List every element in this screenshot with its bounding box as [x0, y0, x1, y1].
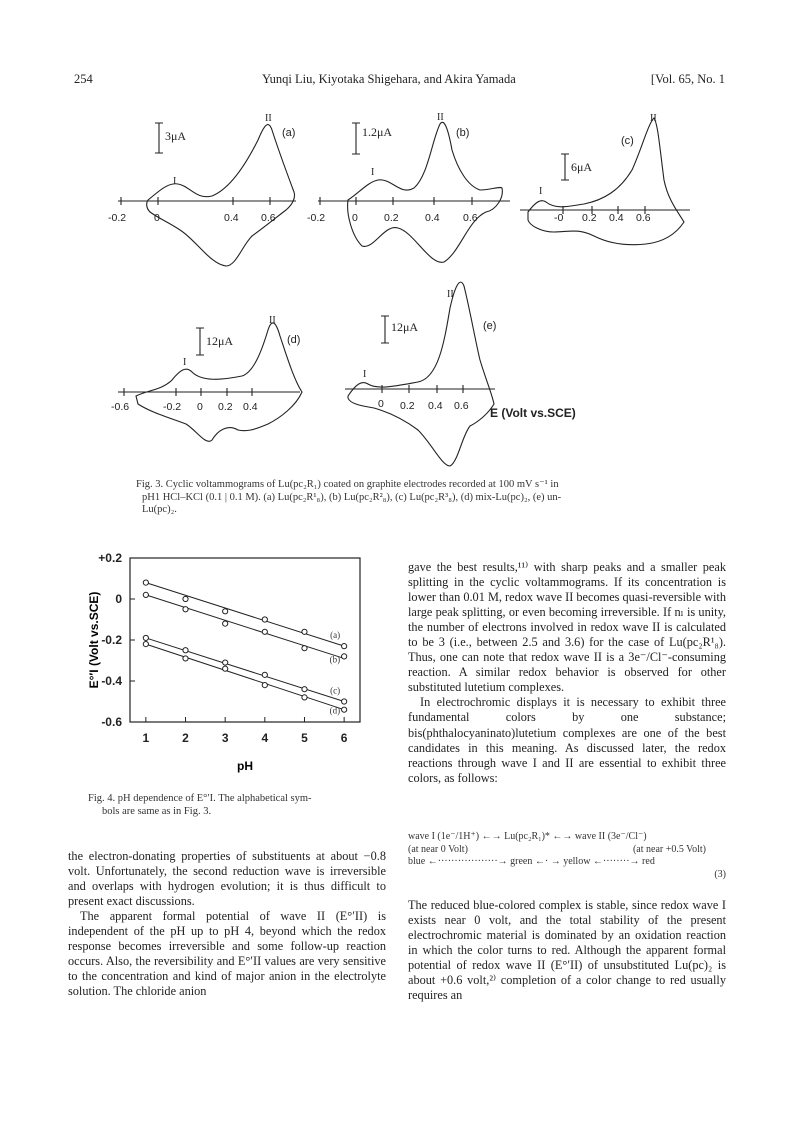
tick-d-0: -0.6 — [111, 401, 130, 413]
scale-label-c: 6μA — [571, 160, 593, 174]
data-point — [143, 592, 148, 597]
x-tick-label: 3 — [221, 731, 229, 745]
tick-a-1: 0 — [154, 212, 160, 224]
series-label: (b) — [329, 654, 341, 665]
data-point — [223, 609, 228, 614]
panel-label-d: (d) — [287, 334, 301, 346]
scheme-line: wave I (1e⁻/1H⁺) ←→ Lu(pc₂R₁)* ←→ wave II (3e⁻/Cl⁻) — [408, 831, 647, 842]
data-point — [302, 687, 307, 692]
wave1-label-c: I — [539, 186, 543, 197]
figure-4-caption — [88, 793, 368, 818]
wave1-label-e: I — [363, 369, 367, 380]
data-point — [183, 656, 188, 661]
series-label: (d) — [329, 705, 341, 716]
cv-panel-b — [318, 122, 510, 262]
wave1-label-a: I — [173, 176, 177, 187]
data-point — [183, 648, 188, 653]
data-point — [223, 666, 228, 671]
x-tick-label: 5 — [301, 731, 308, 745]
data-point — [143, 580, 148, 585]
paragraph: gave the best results,¹¹⁾ with sharp peaks and a smaller peak splitting in the cyclic voltammograms. If its concentration is lower than 0.01 M, redox wave II becomes quasi-reversible with large peak splitting, or even becoming irreversible. If nₗ is unity, the number of electrons involved in redox wave II is calculated to be 3 (i.e., between 2.5 and 3.6) for the case of Lu(pc₂R¹₈). Thus, one can note that redox wave II is a 3e⁻/Cl⁻-consuming reaction. A similar redox behavior is observed for other substituted lutetium complexes. — [408, 560, 726, 695]
tick-b-1: 0 — [352, 212, 358, 224]
paragraph: The apparent formal potential of wave II (E°′II) is independent of the pH up to pH 4, beyond which the redox response becomes irreversible and some follow-up reaction occurs. Also, the reversibility and E°′II values are very sensitive to the concentration and kind of major anion in the electrolyte solution. The chloride anion — [68, 909, 386, 999]
tick-c-1: 0.2 — [582, 212, 597, 224]
x-tick-label: 4 — [261, 731, 269, 745]
running-authors: Yunqi Liu, Kiyotaka Shigehara, and Akira Yamada — [262, 72, 516, 86]
reaction-scheme — [408, 831, 726, 881]
figure-4-caption-line: bols are same as in Fig. 3. — [102, 805, 212, 817]
volume-label: [Vol. 65, No. 1 — [650, 72, 725, 86]
x-tick-label: 2 — [182, 731, 189, 745]
tick-d-1: -0.2 — [163, 401, 182, 413]
data-point — [302, 646, 307, 651]
figure-3-caption-line: Lu(pc)₂. — [142, 504, 177, 515]
panel-label-c: (c) — [621, 135, 634, 147]
tick-b-4: 0.6 — [463, 212, 478, 224]
data-point — [143, 635, 148, 640]
wave2-label-b: II — [437, 112, 444, 123]
y-axis-title: E°′I (Volt vs.SCE) — [87, 591, 101, 689]
tick-b-3: 0.4 — [425, 212, 440, 224]
tick-d-3: 0.2 — [218, 401, 233, 413]
panel-label-a: (a) — [282, 127, 296, 139]
wave2-label-e: II — [447, 289, 454, 300]
tick-d-2: 0 — [197, 401, 203, 413]
figure-3-caption-line: pH1 HCl–KCl (0.1 | 0.1 M). (a) Lu(pc₂R¹₈), (b) Lu(pc₂R²₈), (c) Lu(pc₂R³₈), (d) mix-Lu(pc)₂, (e) un- — [142, 491, 562, 503]
figure-3-caption — [136, 479, 696, 517]
data-point — [183, 596, 188, 601]
left-column — [68, 849, 386, 999]
data-point — [342, 654, 347, 659]
figure-3 — [0, 0, 793, 470]
wave2-label-d: II — [269, 315, 276, 326]
fit-line — [146, 583, 344, 647]
scale-label-e: 12μA — [391, 320, 419, 334]
data-point — [262, 683, 267, 688]
y-tick-label: -0.6 — [101, 715, 122, 729]
tick-a-2: 0.4 — [224, 212, 239, 224]
x-tick-label: 6 — [340, 731, 348, 745]
y-tick-label: -0.4 — [101, 674, 122, 688]
scheme-label-left: (at near 0 Volt) — [408, 843, 468, 855]
data-point — [262, 617, 267, 622]
paragraph: In electrochromic displays it is necessary to exhibit three fundamental colors by one substance; bis(phthalocyaninato)lutetium complexes are one of the best candidates in this meaning. As discussed later, the redox reactions through wave I and II are essential to exhibit three colors, as follows: — [408, 695, 726, 785]
data-point — [223, 660, 228, 665]
y-tick-label: +0.2 — [98, 551, 122, 565]
data-point — [183, 607, 188, 612]
scheme-label-right: (at near +0.5 Volt) — [632, 843, 706, 855]
wave1-label-d: I — [183, 357, 187, 368]
cv-panel-a — [118, 123, 296, 266]
y-tick-label: 0 — [115, 592, 122, 606]
x-axis-title: pH — [237, 759, 253, 773]
tick-b-2: 0.2 — [384, 212, 399, 224]
tick-e-0: 0 — [378, 398, 384, 410]
figure-4-chart — [60, 540, 380, 780]
tick-e-1: 0.2 — [400, 400, 415, 412]
figure-3-caption-line: Fig. 3. Cyclic voltammograms of Lu(pc₂R₁) coated on graphite electrodes recorded at 100 mV s⁻¹ in — [136, 479, 559, 490]
equation-number: (3) — [714, 868, 726, 880]
tick-c-2: 0.4 — [609, 212, 624, 224]
figure-4-caption-line: Fig. 4. pH dependence of E°′I. The alphabetical sym- — [88, 793, 312, 804]
potential-axis-title: E (Volt vs.SCE) — [490, 406, 576, 420]
x-tick-label: 1 — [142, 731, 150, 745]
data-point — [342, 644, 347, 649]
paragraph: The reduced blue-colored complex is stable, since redox wave I exists near 0 volt, and the total stability of the present electrochromic material is dominated by an oxidation reaction in which the color turns to red. Although the apparent formal potential of redox wave II (E°′II) of unsubstituted Lu(pc)₂ is about +0.6 volt,²⁾ completion of a color change to red usually requires an — [408, 898, 726, 1003]
tick-e-3: 0.6 — [454, 400, 469, 412]
tick-e-2: 0.4 — [428, 400, 443, 412]
data-point — [223, 621, 228, 626]
tick-c-0: -0 — [554, 212, 564, 224]
wave2-label-c: II — [650, 113, 657, 124]
paragraph: the electron-donating properties of substituents at about −0.8 volt. Unfortunately, the second reduction wave is irreversible and overlaps with hydrogen evolution; it is thus difficult to present exact discussions. — [68, 849, 386, 909]
tick-a-3: 0.6 — [261, 212, 276, 224]
wave2-label-a: II — [265, 113, 272, 124]
data-point — [302, 695, 307, 700]
data-point — [262, 672, 267, 677]
data-point — [262, 629, 267, 634]
right-column-continued — [408, 898, 726, 1003]
page-number: 254 — [74, 72, 93, 86]
fit-line — [146, 638, 344, 702]
data-point — [342, 707, 347, 712]
tick-d-4: 0.4 — [243, 401, 258, 413]
cv-panel-e — [345, 282, 495, 466]
tick-b-0: -0.2 — [307, 212, 326, 224]
tick-c-3: 0.6 — [636, 212, 651, 224]
panel-label-b: (b) — [456, 127, 470, 139]
right-column — [408, 560, 726, 786]
fit-line — [146, 595, 344, 659]
series-label: (a) — [330, 630, 341, 641]
y-tick-label: -0.2 — [101, 633, 122, 647]
scale-label-d: 12μA — [206, 334, 234, 348]
cv-panel-c — [520, 118, 690, 245]
fit-line — [146, 644, 344, 710]
data-point — [302, 629, 307, 634]
data-point — [143, 642, 148, 647]
data-point — [342, 699, 347, 704]
scale-label-b: 1.2μA — [362, 125, 393, 139]
panel-label-e: (e) — [483, 320, 497, 332]
scale-label-a: 3μA — [165, 129, 187, 143]
tick-a-0: -0.2 — [108, 212, 127, 224]
wave1-label-b: I — [371, 167, 375, 178]
series-label: (c) — [330, 685, 341, 696]
scheme-line: blue ←··················→ green ←· → yellow ←········→ red — [408, 856, 655, 867]
